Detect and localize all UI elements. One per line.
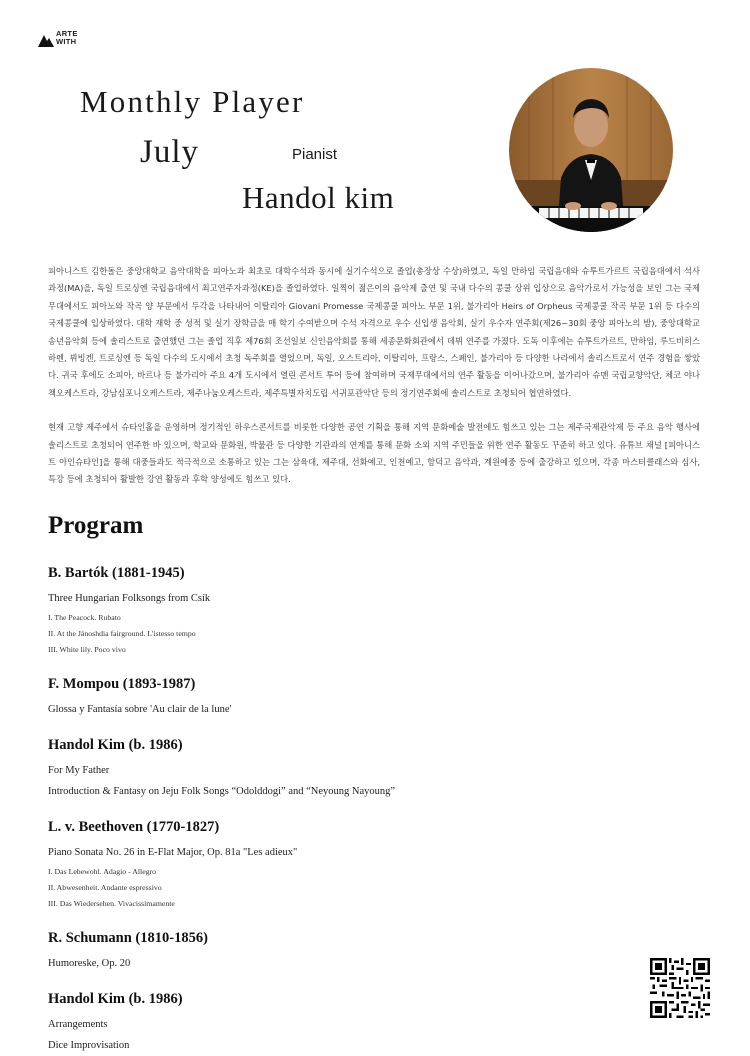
logo-line-1: ARTE — [56, 29, 78, 38]
composer-name: B. Bartók (1881-1945) — [48, 565, 185, 581]
logo-wordmark — [56, 30, 78, 46]
program-piece — [48, 673, 608, 719]
movement-item: II. At the Jánoshdia fairground. L'istesso tempo — [48, 629, 196, 638]
program-piece — [48, 927, 608, 973]
work-title: Arrangements — [48, 1019, 108, 1030]
program-list — [48, 562, 608, 1056]
program-piece — [48, 562, 608, 658]
movement-item: I. Das Lebewohl. Adagio - Allegro — [48, 867, 157, 876]
composer-name: Handol Kim (b. 1986) — [48, 737, 183, 753]
movement-list — [48, 610, 608, 658]
movement-list — [48, 864, 608, 912]
work-title: Humoreske, Op. 20 — [48, 958, 131, 969]
composer-name: L. v. Beethoven (1770-1827) — [48, 819, 220, 835]
work-title: Piano Sonata No. 26 in E-Flat Major, Op. 81a "Les adieux" — [48, 847, 298, 858]
qr-code-icon[interactable] — [650, 958, 710, 1018]
bio-paragraph-1: 피아니스트 김한돌은 중앙대학교 음악대학을 피아노과 최초로 대학수석과 동시에 실기수석으로 졸업(총장상 수상)하였고, 독일 만하임 국립음대와 슈투트가르트 국립음대에서 석사과정(MA)을, 독일 트로싱엔 국립음대에서 최고연주자과정(KE)을 졸업하였다. 일찍이 젊은이의 음악제 출연 및 국내 다수의 콩쿨 상위 입상으로 음악가로서 가능성을 보인 그는 국제 무대에서도 피아노와 작곡 양 부문에서 두각을 나타내어 이탈리아 Giovani Promesse 국제콩쿨 피아노 부문 1위, 불가리아 Heirs of Orpheus 국제콩쿨 작곡 부문 1위 등 다수의 국제콩쿨에 입상하였다. 대학 재학 중 성적 및 실기 장학금을 매 학기 수여받으며 수석 자격으로 우수 신입생 음악회, 실기 우수자 연주회(제26~30회 중앙 피아노의 밤), 중앙대학교 송년음악회 등에 솔리스트로 출연했던 그는 졸업 직후 제76회 조선일보 신인음악회를 통해 세종문화회관에서 데뷔 연주를 가졌다. 도독 이후에는 슈투트가르트, 만하임, 루드비히스하펜, 뷔빙겐, 트로싱엔 등 독일 다수의 도시에서 초청 독주회를 열었으며, 독일, 오스트리아, 이탈리아, 프랑스, 스페인, 불가리아 등 다양한 나라에서 솔리스트로서 연주 경험을 쌓았다. 귀국 후에도 소피아, 바르나 등 불가리아 주요 4개 도시에서 열린 콘서트 투어 등에 참여하며 국제무대에서의 연주 활동을 이어나갔으며, 불가리아 슈멘 국립교향악단, 체코 야나첵오케스트라, 강남심포니오케스트라, 제주나눔오케스트라, 제주특별자치도립 서귀포관악단 등의 정기연주회에 솔리스트로 초청되어 협연하였다. — [48, 266, 700, 398]
composer-name: Handol Kim (b. 1986) — [48, 991, 183, 1007]
logo-line-2: WITH — [56, 37, 77, 46]
month-label: July — [140, 134, 200, 170]
program-heading: Program — [48, 512, 144, 539]
arte-with-logo-icon — [38, 33, 54, 47]
biography — [48, 263, 700, 489]
work-title: Dice Improvisation — [48, 1040, 130, 1051]
work-title: For My Father — [48, 765, 110, 776]
movement-item: III. Das Wiedersehen. Vivacissimamente — [48, 899, 175, 908]
program-piece — [48, 816, 608, 912]
movement-item: III. White lily. Poco vivo — [48, 645, 126, 654]
program-piece — [48, 734, 608, 801]
page-title: Monthly Player — [80, 84, 305, 119]
brand-logo — [38, 30, 78, 47]
movement-item: I. The Peacock. Rubato — [48, 613, 121, 622]
work-title: Introduction & Fantasy on Jeju Folk Songs “Odolddogi” and “Neyoung Nayoung” — [48, 786, 396, 797]
performer-name: Handol kim — [242, 180, 395, 215]
bio-paragraph-2: 현재 고향 제주에서 슈타인홀을 운영하며 정기적인 하우스콘서트를 비롯한 다양한 공연 기획을 통해 지역 문화예술 발전에도 힘쓰고 있는 그는 제주국제관악제 등 주요 음악 행사에 솔리스트로 초청되어 연주한 바 있으며, 학교와 문화원, 박물관 등 다양한 기관과의 연계를 통해 문화 소외 지역 주민들을 위한 연주 활동도 꾸준히 하고 있다. 유튜브 채널 [피아니스트 아인슈타인]을 통해 대중들과도 적극적으로 소통하고 있는 그는 삼육대, 제주대, 선화예고, 인천예고, 함덕고 음악과, 계원예중 등에 출강하고 있으며, 각종 마스터클래스와 심사, 특강 등에 초청되어 활발한 강연 활동과 후학 양성에도 힘쓰고 있다. — [48, 422, 700, 485]
composer-name: R. Schumann (1810-1856) — [48, 930, 208, 946]
composer-name: F. Mompou (1893-1987) — [48, 676, 196, 692]
performer-portrait — [509, 68, 673, 232]
program-piece — [48, 988, 608, 1055]
movement-item: II. Abwesenheit. Andante espressivo — [48, 883, 162, 892]
work-title: Glossa y Fantasía sobre 'Au clair de la lune' — [48, 704, 232, 715]
role-label: Pianist — [292, 146, 338, 163]
work-title: Three Hungarian Folksongs from Csík — [48, 593, 211, 604]
